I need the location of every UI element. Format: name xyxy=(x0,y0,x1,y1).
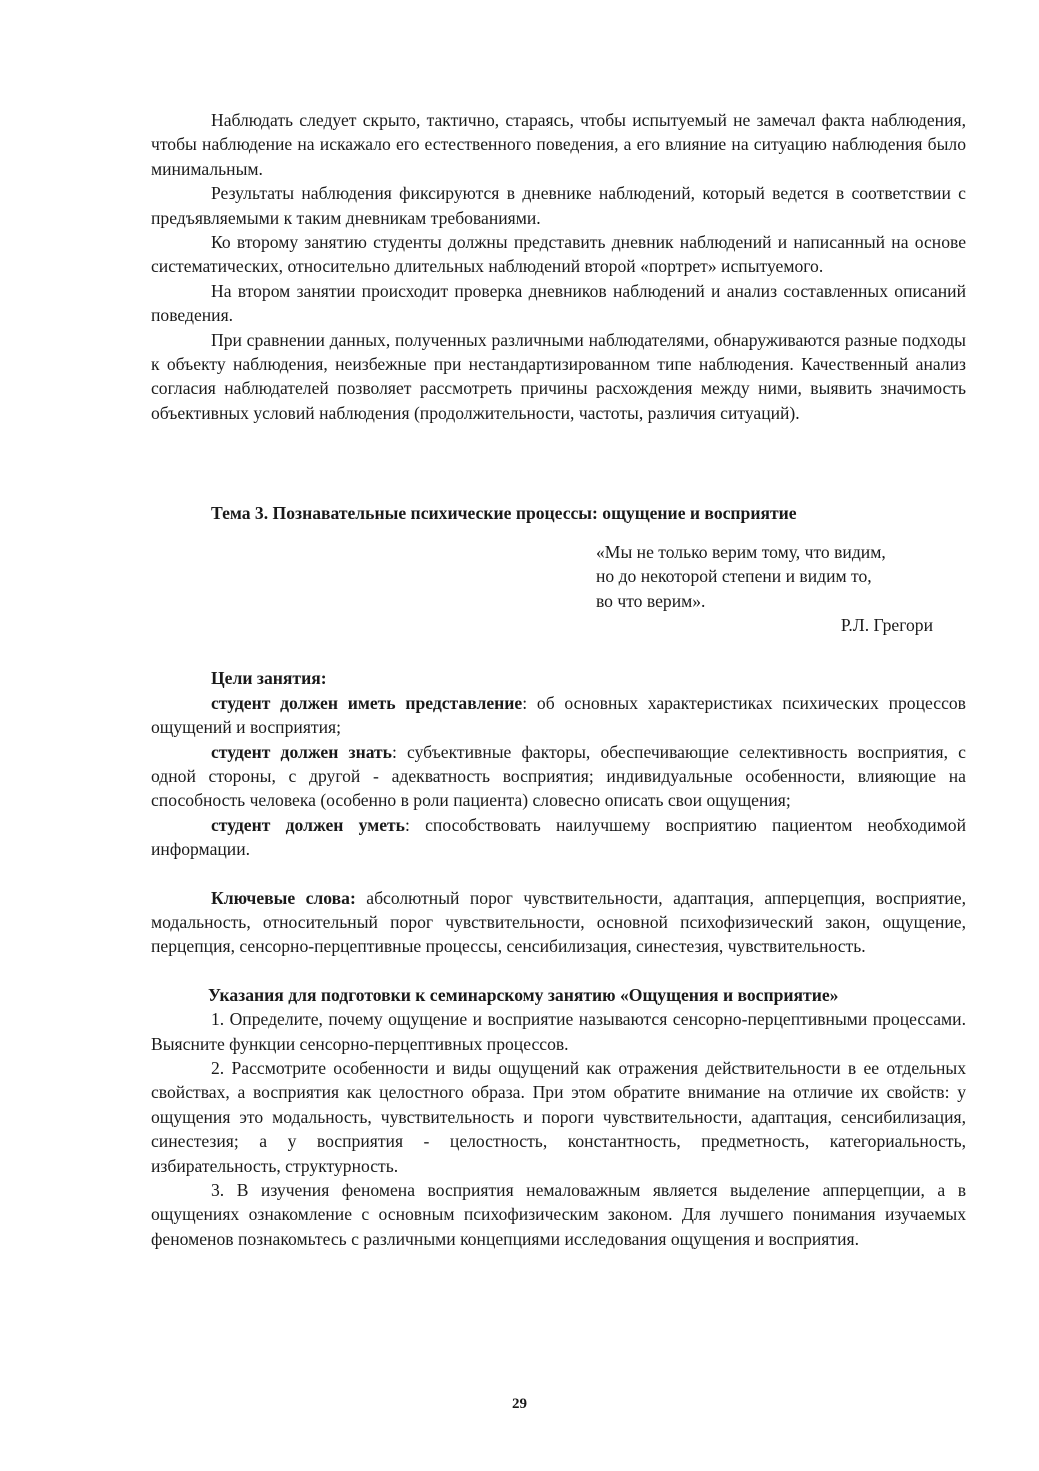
intro-paragraph: Результаты наблюдения фиксируются в дневнике наблюдений, который ведется в соответствии с предъявляемыми к таким дневникам требованиями. xyxy=(151,183,966,228)
epigraph-author: Р.Л. Грегори xyxy=(840,614,933,635)
goals-heading: Цели занятия: xyxy=(211,668,327,689)
epigraph-line: но до некоторой степени и видим то, xyxy=(596,566,872,587)
goal-label: студент должен знать xyxy=(211,741,392,762)
epigraph-line: «Мы не только верим тому, что видим, xyxy=(596,541,886,562)
goal-text: : субъективные факторы, обеспечивающие селективность восприятия, с одной стороны, с другой - адекватность восприятия; индивидуальные особенности, влияющие на способность человека (особенно в роли пациента) словесно описать свои ощущения; xyxy=(151,741,966,811)
intro-paragraph: Ко второму занятию студенты должны представить дневник наблюдений и написанный на основе систематических, относительно длительных наблюдений второй «портрет» испытуемого. xyxy=(151,232,966,277)
guide-item: 1. Определите, почему ощущение и восприятие называются сенсорно-перцептивными процессами. Выясните функции сенсорно-перцептивных процессов. xyxy=(151,1009,966,1054)
goal-item xyxy=(151,691,966,740)
goal-text: : об основных характеристиках психических процессов ощущений и восприятия; xyxy=(151,692,966,738)
keywords-paragraph xyxy=(151,886,966,959)
guide-item: 2. Рассмотрите особенности и виды ощущений как отражения действительности в ее отдельных свойствах, а восприятия как целостного образа. При этом обратите внимание на отличие их свойств: у ощущения это модальность, чувствительность и пороги чувствительности, адаптация, сенсибилизация, синестезия; а у восприятия - целостность, константность, предметность, категориальность, избирательность, структурность. xyxy=(151,1058,966,1176)
intro-paragraph: При сравнении данных, полученных различными наблюдателями, обнаруживаются разные подходы к объекту наблюдения, неизбежные при нестандартизированном типе наблюдения. Качественный анализ согласия наблюдателей позволяет рассмотреть причины расхождения между ними, выявить значимость объективных условий наблюдения (продолжительности, частоты, различия ситуаций). xyxy=(151,329,966,423)
page-content xyxy=(151,108,966,1251)
page-number: 29 xyxy=(512,1396,527,1412)
goal-text: : способствовать наилучшему восприятию пациентом необходимой информации. xyxy=(151,814,966,860)
epigraph-line: во что верим». xyxy=(596,590,706,611)
intro-paragraph: Наблюдать следует скрыто, тактично, стараясь, чтобы испытуемый не замечал факта наблюдения, чтобы наблюдение на искажало его естественного поведения, а его влияние на ситуацию наблюдения было минимальным. xyxy=(151,110,966,179)
topic-title: Тема 3. Познавательные психические процессы: ощущение и восприятие xyxy=(211,503,797,524)
intro-paragraph: На втором занятии происходит проверка дневников наблюдений и анализ составленных описаний поведения. xyxy=(151,280,966,326)
goal-label: студент должен уметь xyxy=(211,814,405,835)
guide-heading: Указания для подготовки к семинарскому занятию «Ощущения и восприятие» xyxy=(208,984,839,1005)
guide-item: 3. В изучения феномена восприятия немаловажным является выделение апперцепции, а в ощущениях ознакомление с основным психофизическим законом. Для лучшего понимания изучаемых феноменов познакомьтесь с различными концепциями исследования ощущения и восприятия. xyxy=(151,1180,966,1249)
goal-item xyxy=(151,813,966,862)
keywords-label: Ключевые слова: xyxy=(211,887,356,908)
goal-label: студент должен иметь представление xyxy=(211,692,523,713)
goal-item xyxy=(151,740,966,813)
epigraph xyxy=(596,540,966,638)
keywords-text: абсолютный порог чувствительности, адаптация, апперцепция, восприятие, модальность, относительный порог чувствительности, основной психофизический закон, ощущение, перцепция, сенсорно-перцептивные процессы, сенсибилизация, синестезия, чувствительность. xyxy=(151,887,967,957)
